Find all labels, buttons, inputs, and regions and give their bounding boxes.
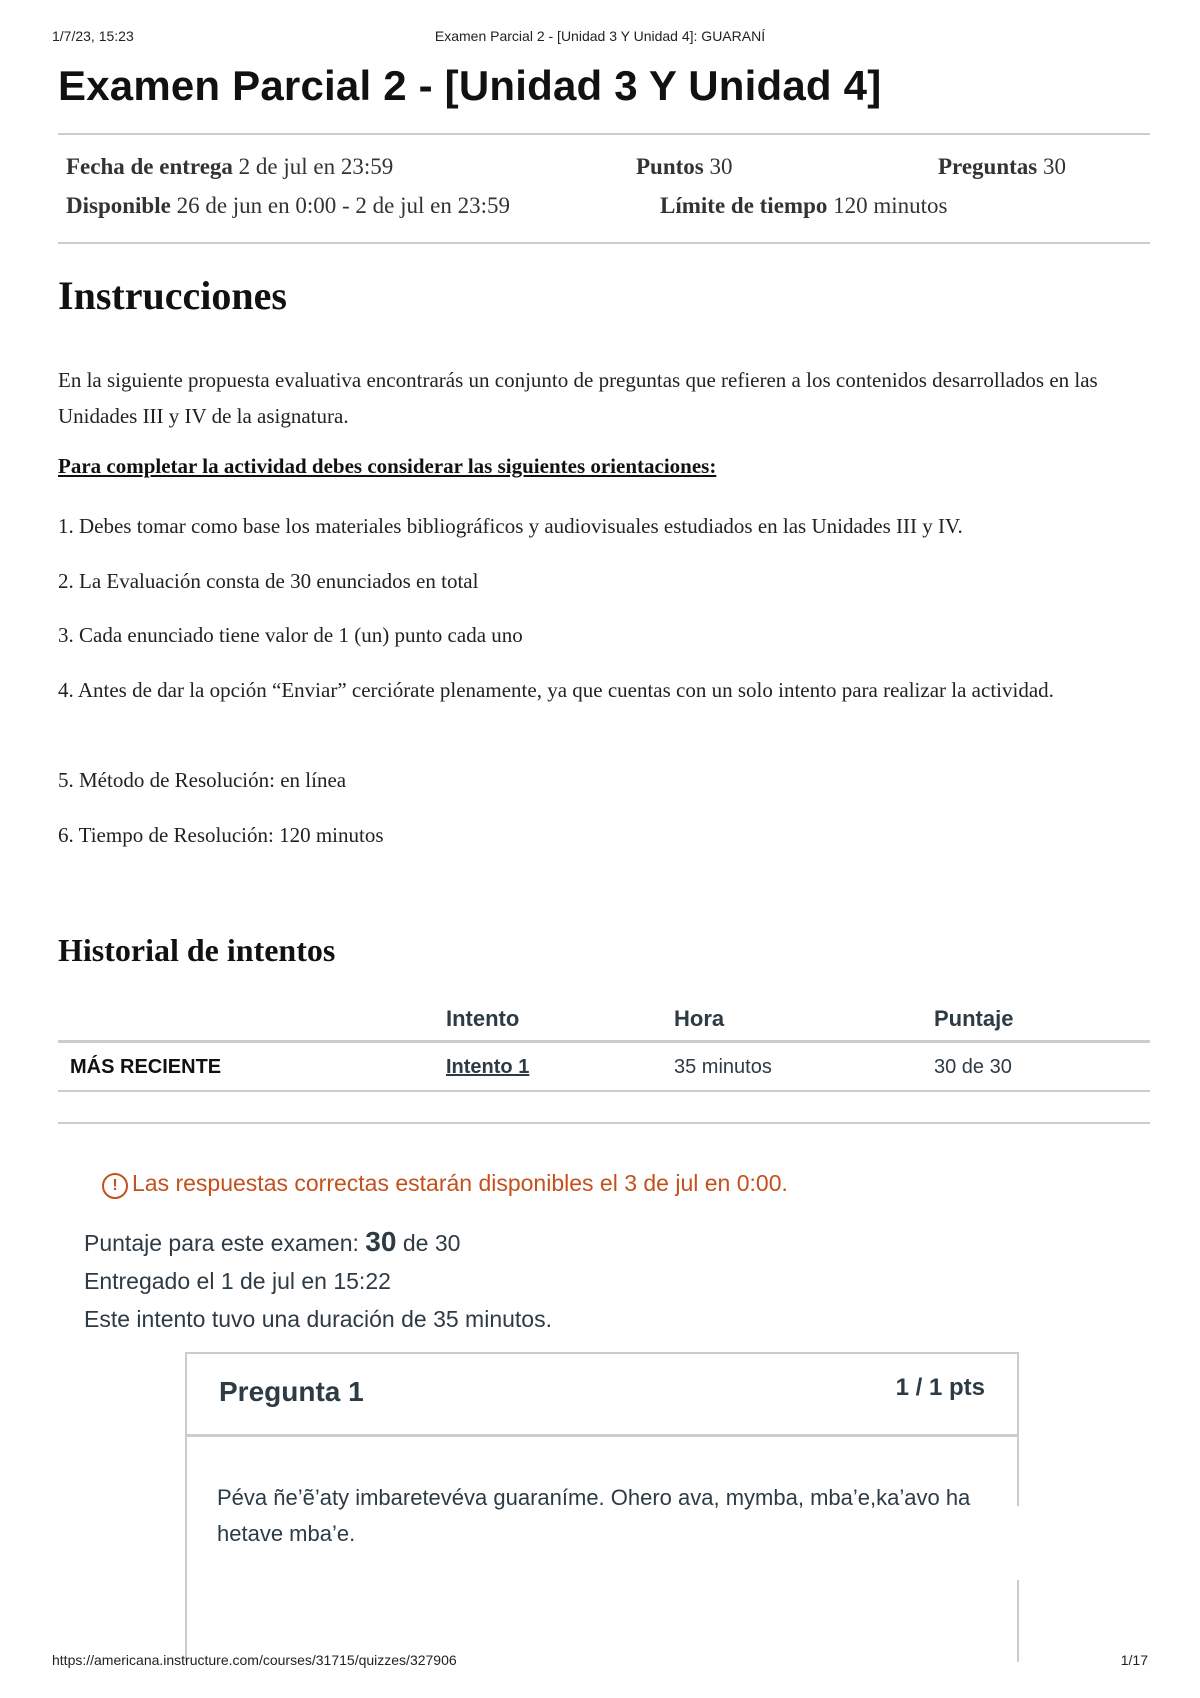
due-value: 2 de jul en 23:59	[238, 154, 394, 179]
available-value: 26 de jun en 0:00 - 2 de jul en 23:59	[176, 193, 511, 218]
time-limit-value: 120 minutos	[833, 193, 948, 218]
print-date: 1/7/23, 15:23	[52, 28, 134, 44]
due-date	[66, 154, 393, 180]
score-suffix: de 30	[396, 1230, 461, 1256]
time-limit	[660, 193, 947, 219]
points-label: Puntos	[636, 154, 704, 179]
card-border	[185, 1434, 187, 1662]
due-label: Fecha de entrega	[66, 154, 233, 179]
instruction-item: 4. Antes de dar la opción “Enviar” cerciórate plenamente, ya que cuentas con un solo intento para realizar la actividad.	[58, 678, 1054, 702]
question-header-rule	[185, 1434, 1019, 1437]
instruction-item: 6. Tiempo de Resolución: 120 minutos	[58, 823, 384, 847]
submitted-date: Entregado el 1 de jul en 15:22	[84, 1268, 391, 1294]
question-points: 1 / 1 pts	[895, 1374, 985, 1401]
card-border	[1017, 1580, 1019, 1662]
print-url: https://americana.instructure.com/courses/31715/quizzes/327906	[52, 1652, 457, 1668]
points-value: 30	[709, 154, 733, 179]
card-border	[1017, 1434, 1019, 1506]
divider	[58, 133, 1150, 135]
answers-availability-notice	[102, 1170, 788, 1199]
table-row-rule	[58, 1090, 1150, 1092]
time-limit-label: Límite de tiempo	[660, 193, 828, 218]
attempt-score: 30 de 30	[934, 1056, 1012, 1078]
table-header-rule	[58, 1040, 1150, 1043]
attempt-link[interactable]: Intento 1	[446, 1056, 530, 1078]
available-label: Disponible	[66, 193, 171, 218]
print-document-title: Examen Parcial 2 - [Unidad 3 Y Unidad 4]: GUARANÍ	[434, 28, 766, 44]
instruction-item: 3. Cada enunciado tiene valor de 1 (un) punto cada uno	[58, 623, 523, 647]
quiz-score	[84, 1226, 460, 1258]
warning-icon: !	[102, 1173, 128, 1199]
history-heading: Historial de intentos	[58, 932, 336, 968]
column-header-score: Puntaje	[934, 1006, 1014, 1031]
question-card	[185, 1352, 1017, 1662]
row-label: MÁS RECIENTE	[70, 1056, 222, 1078]
questions-label: Preguntas	[938, 154, 1038, 179]
instructions-heading: Instrucciones	[58, 273, 287, 318]
attempts-table	[58, 994, 1150, 1090]
score-prefix: Puntaje para este examen:	[84, 1230, 366, 1256]
questions-count	[938, 154, 1066, 180]
question-text: Péva ñe’ẽ’aty imbaretevéva guaraníme. Ohero ava, mymba, mba’e,ka’avo ha hetave mba’e.	[217, 1485, 971, 1546]
questions-value: 30	[1043, 154, 1066, 179]
page-title: Examen Parcial 2 - [Unidad 3 Y Unidad 4]	[58, 62, 882, 109]
instructions-intro: En la siguiente propuesta evaluativa encontrarás un conjunto de preguntas que refieren a los contenidos desarrollados en las Unidades III y IV de la asignatura.	[58, 368, 1098, 428]
attempt-duration: Este intento tuvo una duración de 35 minutos.	[84, 1306, 552, 1332]
column-header-attempt: Intento	[446, 1006, 520, 1031]
orientation-title: Para completar la actividad debes considerar las siguientes orientaciones:	[58, 454, 717, 478]
score-value: 30	[365, 1226, 397, 1257]
question-title: Pregunta 1	[219, 1376, 364, 1407]
availability	[66, 193, 510, 219]
instruction-item: 1. Debes tomar como base los materiales bibliográficos y audiovisuales estudiados en las Unidades III y IV.	[58, 514, 963, 538]
divider	[58, 1122, 1150, 1124]
instruction-item: 2. La Evaluación consta de 30 enunciados en total	[58, 569, 479, 593]
instruction-item: 5. Método de Resolución: en línea	[58, 768, 347, 792]
column-header-time: Hora	[674, 1006, 725, 1031]
attempt-time: 35 minutos	[674, 1056, 772, 1078]
print-footer	[0, 1652, 1200, 1672]
page-number: 1/17	[1120, 1652, 1148, 1668]
question-header	[185, 1352, 1019, 1436]
points	[636, 154, 733, 180]
notice-text: Las respuestas correctas estarán disponibles el 3 de jul en 0:00.	[132, 1170, 788, 1196]
divider	[58, 242, 1150, 244]
print-header	[0, 28, 1200, 48]
